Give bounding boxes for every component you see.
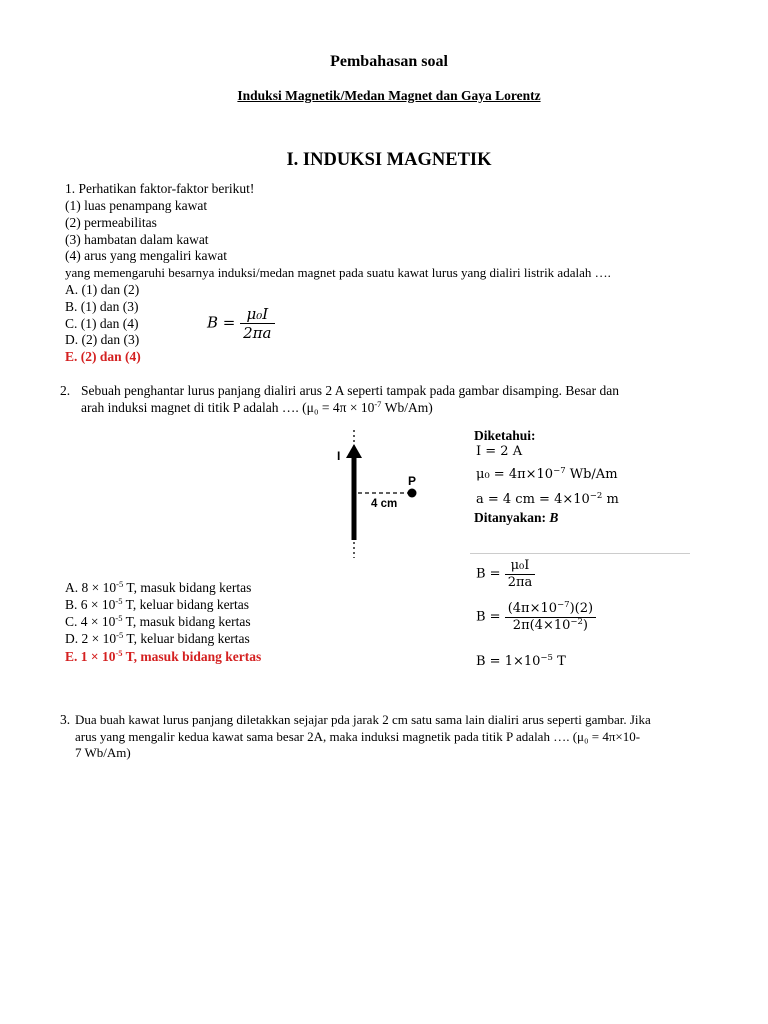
q2-option-d-text: D. 2 × 10: [65, 631, 117, 646]
solution-denominator-1: 2πa: [507, 574, 533, 590]
solution-fraction-1: [505, 558, 536, 590]
q1-factor: (1) luas penampang kawat: [65, 198, 208, 213]
q2-option-e-answer: [65, 649, 261, 665]
q2-line2-exponent: -7: [374, 399, 382, 409]
distance-label: 4 cm: [371, 498, 398, 510]
given-distance-unit: m: [602, 492, 619, 507]
given-distance-value: a = 4 cm = 4×10: [476, 492, 590, 507]
asked-label: Ditanyakan:: [474, 510, 547, 525]
point-p-label: P: [408, 474, 417, 488]
solution-numerator-1: μ₀I: [505, 558, 536, 575]
solution-denominator-2-exponent: −2: [570, 616, 583, 627]
wire-figure: [320, 428, 440, 560]
q1-prompt: 1. Perhatikan faktor-faktor berikut!: [65, 181, 255, 196]
q2-line2: [81, 400, 433, 416]
q2-option-b-exponent: -5: [115, 596, 123, 606]
formula-fraction: [240, 305, 274, 342]
given-mu-value: μ₀ = 4π×10: [476, 467, 554, 482]
solution-numerator-2: [505, 601, 596, 618]
q2-option-b: [65, 597, 249, 613]
solution-result-exponent: −5: [540, 653, 553, 663]
q1-factor: (4) arus yang mengaliri kawat: [65, 248, 227, 263]
q2-line2-text: arah induksi magnet di titik P adalah …. (μ₀ = 4π × 10: [81, 400, 375, 415]
page-subtitle: Induksi Magnetik/Medan Magnet dan Gaya Lorentz: [237, 88, 541, 103]
q2-option-c-exponent: -5: [115, 613, 123, 623]
page-title: Pembahasan soal: [330, 53, 448, 70]
q2-option-d: [65, 631, 250, 647]
q2-line1: Sebuah penghantar lurus panjang dialiri arus 2 A seperti tampak pada gambar disamping. Besar dan: [81, 383, 619, 398]
q2-option-b-text: B. 6 × 10: [65, 597, 116, 612]
given-mu-unit: Wb/Am: [565, 467, 618, 482]
asked-variable: B: [549, 510, 559, 525]
solution-fraction-2: [505, 601, 596, 633]
current-arrow-icon: [346, 444, 362, 458]
asked-line: [474, 510, 558, 526]
q1-option-b: B. (1) dan (3): [65, 299, 139, 314]
solution-numerator-2-text: (4π×10: [507, 601, 558, 616]
q2-option-c-text: C. 4 × 10: [65, 614, 116, 629]
given-label: Diketahui:: [474, 428, 536, 443]
solution-lhs: B =: [476, 609, 501, 625]
formula-lhs: B =: [207, 313, 236, 332]
divider: [470, 553, 690, 554]
q2-option-b-end: T, keluar bidang kertas: [122, 597, 250, 612]
point-p-dot: [408, 489, 417, 498]
q2-option-a: [65, 580, 251, 596]
q2-option-d-end: T, keluar bidang kertas: [123, 631, 250, 646]
q2-option-e-exponent: -5: [115, 648, 123, 658]
q1-option-c: C. (1) dan (4): [65, 316, 139, 331]
q3-line2: arus yang mengalir kedua kawat sama besar 2A, maka induksi magnetik pada titik P adalah …. (μ₀ = 4π×10-: [75, 729, 641, 744]
q1-factor: (2) permeabilitas: [65, 215, 157, 230]
q1-factor: (3) hambatan dalam kawat: [65, 232, 209, 247]
q2-number: 2.: [60, 383, 71, 398]
q2-option-c-end: T, masuk bidang kertas: [122, 614, 251, 629]
solution-numerator-2-exponent: −7: [557, 600, 570, 610]
q2-option-a-text: A. 8 × 10: [65, 580, 117, 595]
current-label: I: [337, 449, 341, 463]
solution-result-unit: T: [552, 654, 566, 669]
solution-result: [476, 654, 566, 670]
q1-option-a: A. (1) dan (2): [65, 282, 140, 297]
given-mu: [476, 467, 618, 483]
q2-line2-end: Wb/Am): [381, 400, 433, 415]
formula-denominator: 2πa: [243, 324, 272, 342]
solution-denominator-2: [505, 618, 596, 634]
q2-option-c: [65, 614, 251, 630]
solution-numerator-2-end: )(2): [569, 601, 594, 616]
q3-number: 3.: [60, 712, 71, 727]
solution-step2: [476, 601, 596, 633]
given-distance: [476, 492, 619, 508]
solution-result-value: B = 1×10: [476, 654, 541, 669]
q3-line3: 7 Wb/Am): [75, 745, 131, 760]
given-current: I = 2 A: [476, 444, 523, 459]
solution-denominator-2-text: 2π(4×10: [512, 617, 571, 633]
formula-numerator: μ₀I: [240, 305, 274, 324]
q2-option-e-end: T, masuk bidang kertas: [122, 649, 262, 664]
q1-option-e-answer: E. (2) dan (4): [65, 349, 141, 364]
q2-option-d-exponent: -5: [116, 630, 124, 640]
section-heading: I. INDUKSI MAGNETIK: [286, 150, 492, 170]
solution-step1: [476, 558, 535, 590]
q1-option-d: D. (2) dan (3): [65, 332, 140, 347]
q1-question: yang memengaruhi besarnya induksi/medan magnet pada suatu kawat lurus yang dialiri listrik adalah ….: [65, 265, 611, 280]
given-mu-exponent: −7: [553, 466, 566, 476]
q1-formula: [207, 305, 275, 342]
q2-option-a-exponent: -5: [116, 579, 124, 589]
q2-option-a-end: T, masuk bidang kertas: [123, 580, 252, 595]
solution-lhs: B =: [476, 566, 501, 582]
q3-line1: Dua buah kawat lurus panjang diletakkan sejajar pda jarak 2 cm satu sama lain dialiri arus seperti gambar. Jika: [75, 712, 651, 727]
given-distance-exponent: −2: [589, 491, 603, 501]
solution-denominator-2-end: ): [582, 617, 588, 633]
q2-option-e-text: E. 1 × 10: [65, 649, 116, 664]
